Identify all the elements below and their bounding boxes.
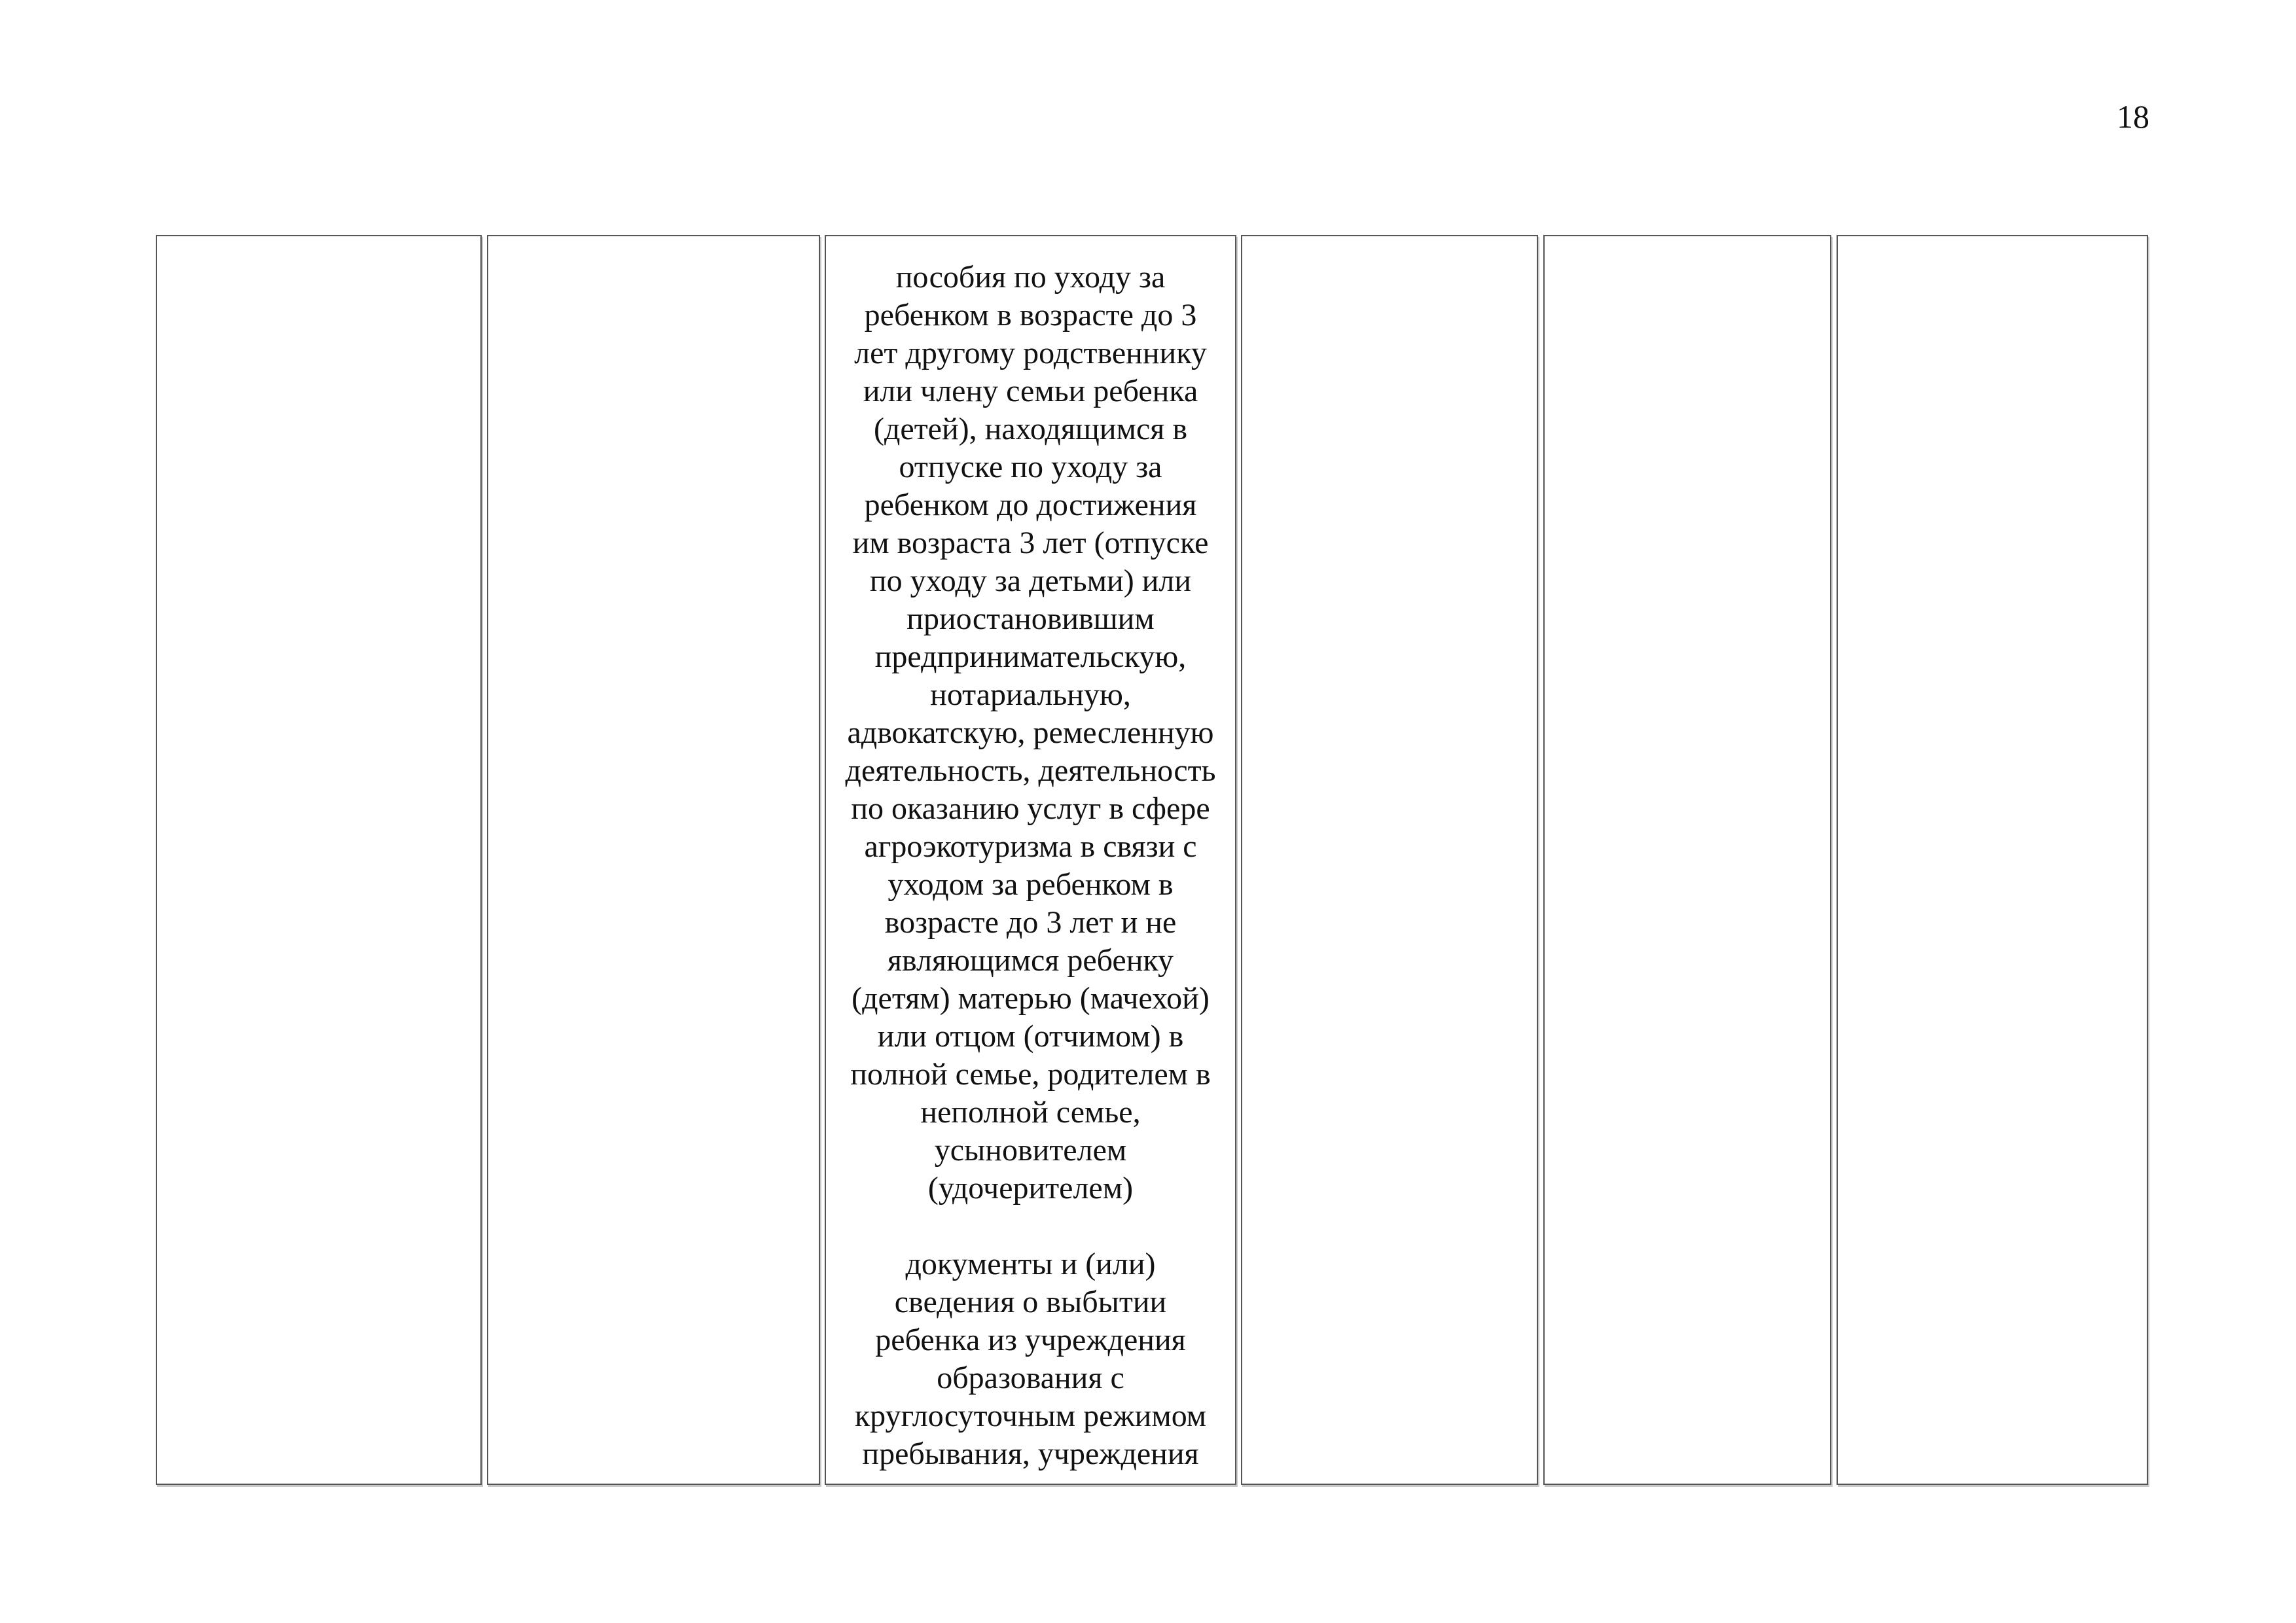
cell-paragraph-2: документы и (или) сведения о выбытии ребенка из учреждения образования с круглосуточным режимом пребывания, учреждения: [854, 1247, 1207, 1471]
table-cell-col-4: [1241, 235, 1538, 1485]
cell-text-col-3: [826, 236, 1235, 1473]
paragraph-gap: [830, 1207, 1231, 1245]
table-cell-col-1: [156, 235, 482, 1485]
table-cell-col-3: [825, 235, 1236, 1485]
page-number: 18: [2117, 98, 2149, 135]
cell-paragraph-1: пособия по уходу за ребенком в возрасте до 3 лет другому родственнику или члену семьи ребенка (детей), находящимся в отпуске по уходу за ребенком до достижения им возраста 3 лет (отпуске по уходу за детьми) или приостановившим предпринимательскую, нотариальную, адвокатскую, ремесленную деятельность, деятельность по оказанию услуг в сфере агроэкотуризма в связи с уходом за ребенком в возрасте до 3 лет и не являющимся ребенку (детям) матерью (мачехой) или отцом (отчимом) в полной семье, родителем в неполной семье, усыновителем (удочерителем): [845, 260, 1216, 1205]
table-cell-col-5: [1543, 235, 1831, 1485]
table-cell-col-2: [487, 235, 820, 1485]
table-cell-col-6: [1837, 235, 2148, 1485]
